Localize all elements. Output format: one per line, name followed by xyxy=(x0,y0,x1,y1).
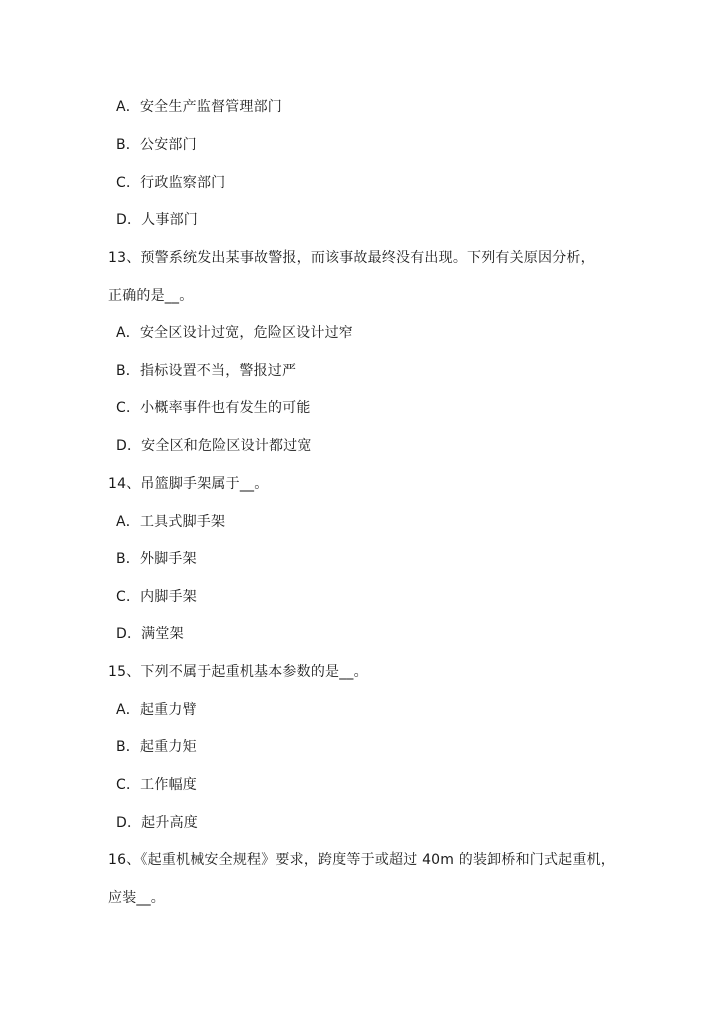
q12-option-a: A．安全生产监督管理部门 xyxy=(116,99,282,115)
q16-stem-continued: 应装__。 xyxy=(108,890,165,906)
q15-option-b: B．起重力矩 xyxy=(116,739,197,755)
q14-option-d: D．满堂架 xyxy=(116,626,184,642)
q15-option-d: D．起升高度 xyxy=(116,815,198,831)
q16-stem: 16、《起重机械安全规程》要求，跨度等于或超过 40m 的装卸桥和门式起重机， xyxy=(108,852,615,868)
q14-stem: 14、吊篮脚手架属于__。 xyxy=(108,476,269,492)
q14-option-c: C．内脚手架 xyxy=(116,589,197,605)
q12-option-d: D．人事部门 xyxy=(116,212,198,228)
q14-option-b: B．外脚手架 xyxy=(116,551,197,567)
q12-option-c: C．行政监察部门 xyxy=(116,175,226,191)
q15-option-c: C．工作幅度 xyxy=(116,777,197,793)
q15-stem: 15、下列不属于起重机基本参数的是__。 xyxy=(108,664,368,680)
q12-option-b: B．公安部门 xyxy=(116,137,197,153)
q13-option-c: C．小概率事件也有发生的可能 xyxy=(116,400,311,416)
q13-option-d: D．安全区和危险区设计都过宽 xyxy=(116,438,312,454)
q13-stem: 13、预警系统发出某事故警报，而该事故最终没有出现。下列有关原因分析， xyxy=(108,250,595,266)
q15-option-a: A．起重力臂 xyxy=(116,702,197,718)
q14-option-a: A．工具式脚手架 xyxy=(116,514,226,530)
q13-option-a: A．安全区设计过宽，危险区设计过窄 xyxy=(116,325,353,341)
q13-option-b: B．指标设置不当，警报过严 xyxy=(116,363,297,379)
q13-stem-continued: 正确的是__。 xyxy=(108,288,194,304)
